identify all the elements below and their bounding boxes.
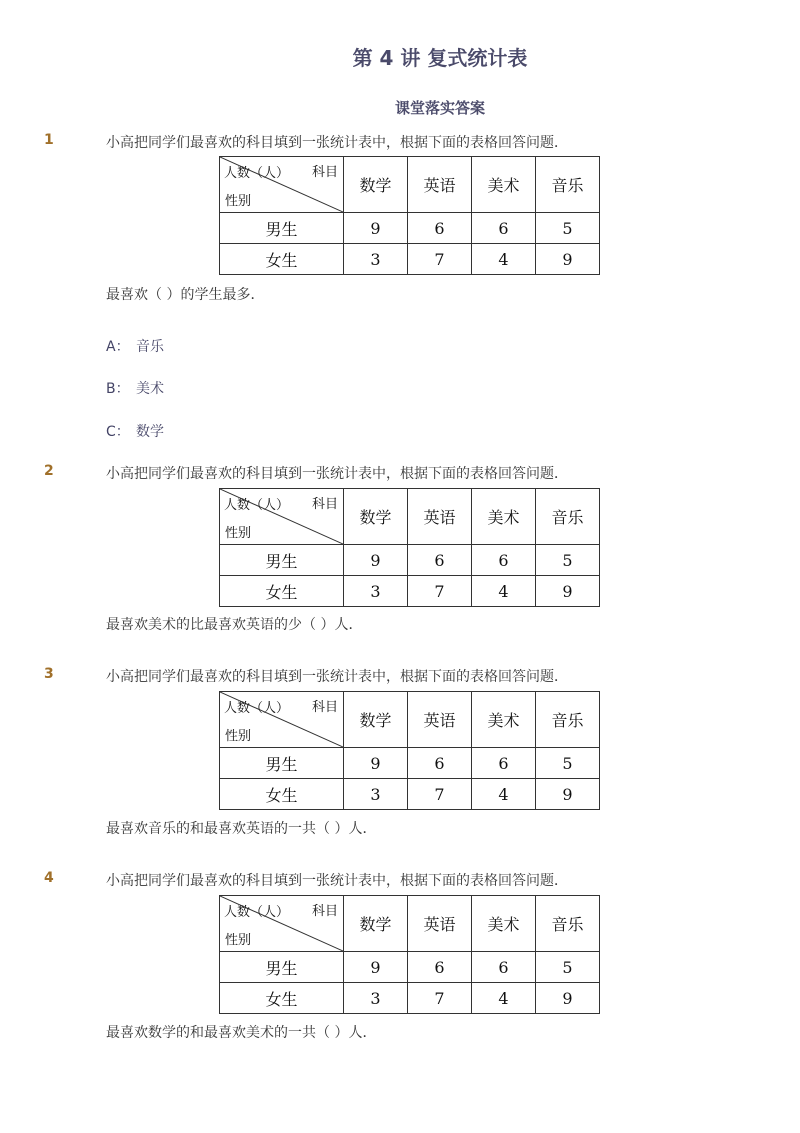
subject-header: 英语 bbox=[408, 489, 472, 545]
table-cell: 7 bbox=[408, 576, 472, 607]
row-label: 男生 bbox=[220, 545, 344, 576]
corner-label-gender: 性别 bbox=[225, 526, 252, 541]
table-cell: 6 bbox=[472, 748, 536, 779]
table-corner-cell bbox=[220, 489, 344, 545]
table-header-row bbox=[220, 896, 600, 952]
row-label: 男生 bbox=[220, 748, 344, 779]
table-row-girls bbox=[220, 983, 600, 1014]
table-cell: 5 bbox=[536, 545, 600, 576]
subject-header: 英语 bbox=[408, 896, 472, 952]
subject-header: 音乐 bbox=[536, 692, 600, 748]
table-cell: 3 bbox=[344, 244, 408, 275]
option-text: 音乐 bbox=[136, 339, 164, 355]
row-label: 男生 bbox=[220, 952, 344, 983]
corner-label-gender: 性别 bbox=[225, 933, 252, 948]
question-intro: 小高把同学们最喜欢的科目填到一张统计表中，根据下面的表格回答问题． bbox=[106, 669, 568, 685]
table-header-row bbox=[220, 157, 600, 213]
subject-header: 音乐 bbox=[536, 157, 600, 213]
row-label: 女生 bbox=[220, 779, 344, 810]
subject-header: 数学 bbox=[344, 896, 408, 952]
table-cell: 6 bbox=[408, 952, 472, 983]
table-row-girls bbox=[220, 779, 600, 810]
corner-label-subject: 科目 bbox=[311, 700, 338, 715]
row-label: 女生 bbox=[220, 983, 344, 1014]
table-cell: 6 bbox=[472, 952, 536, 983]
stat-table bbox=[219, 488, 600, 607]
subject-header: 美术 bbox=[472, 157, 536, 213]
row-label: 男生 bbox=[220, 213, 344, 244]
option-label: A： bbox=[106, 339, 130, 355]
subject-header: 美术 bbox=[472, 692, 536, 748]
subject-header: 音乐 bbox=[536, 896, 600, 952]
page-title: 第 4 讲 复式统计表 bbox=[352, 46, 528, 70]
table-row-boys bbox=[220, 748, 600, 779]
option-text: 美术 bbox=[136, 381, 164, 397]
question-intro: 小高把同学们最喜欢的科目填到一张统计表中，根据下面的表格回答问题． bbox=[106, 873, 568, 889]
corner-label-count: 人数（人） bbox=[224, 498, 290, 513]
question-prompt: 最喜欢数学的和最喜欢美术的一共（ ）人． bbox=[106, 1025, 377, 1041]
corner-label-subject: 科目 bbox=[311, 165, 338, 180]
table-cell: 9 bbox=[536, 983, 600, 1014]
corner-label-count: 人数（人） bbox=[224, 166, 290, 181]
table-cell: 5 bbox=[536, 213, 600, 244]
table-cell: 6 bbox=[472, 213, 536, 244]
question-prompt: 最喜欢（ ）的学生最多． bbox=[106, 287, 265, 303]
stat-table bbox=[219, 156, 600, 275]
table-cell: 6 bbox=[472, 545, 536, 576]
question-prompt: 最喜欢音乐的和最喜欢英语的一共（ ）人． bbox=[106, 821, 377, 837]
page-subtitle: 课堂落实答案 bbox=[394, 99, 485, 117]
table-cell: 3 bbox=[344, 576, 408, 607]
table-cell: 9 bbox=[536, 779, 600, 810]
table-cell: 9 bbox=[536, 244, 600, 275]
table-cell: 4 bbox=[472, 779, 536, 810]
table-row-girls bbox=[220, 576, 600, 607]
table-header-row bbox=[220, 692, 600, 748]
table-cell: 9 bbox=[344, 952, 408, 983]
table-corner-cell bbox=[220, 157, 344, 213]
table-cell: 6 bbox=[408, 748, 472, 779]
subject-header: 英语 bbox=[408, 692, 472, 748]
subject-header: 美术 bbox=[472, 896, 536, 952]
corner-label-gender: 性别 bbox=[225, 194, 252, 209]
table-cell: 9 bbox=[344, 748, 408, 779]
question-intro: 小高把同学们最喜欢的科目填到一张统计表中，根据下面的表格回答问题． bbox=[106, 466, 568, 482]
corner-label-gender: 性别 bbox=[225, 729, 252, 744]
table-cell: 7 bbox=[408, 244, 472, 275]
table-header-row bbox=[220, 489, 600, 545]
table-cell: 5 bbox=[536, 952, 600, 983]
table-cell: 9 bbox=[536, 576, 600, 607]
question-number: 3 bbox=[44, 666, 54, 682]
row-label: 女生 bbox=[220, 244, 344, 275]
question-number: 1 bbox=[44, 132, 54, 148]
option-c[interactable] bbox=[106, 421, 164, 441]
stat-table bbox=[219, 895, 600, 1014]
corner-label-count: 人数（人） bbox=[224, 701, 290, 716]
table-cell: 4 bbox=[472, 244, 536, 275]
option-label: B： bbox=[106, 381, 130, 397]
table-row-boys bbox=[220, 545, 600, 576]
table-corner-cell bbox=[220, 896, 344, 952]
question-intro: 小高把同学们最喜欢的科目填到一张统计表中，根据下面的表格回答问题． bbox=[106, 135, 568, 151]
subject-header: 数学 bbox=[344, 157, 408, 213]
corner-label-subject: 科目 bbox=[311, 497, 338, 512]
table-cell: 3 bbox=[344, 983, 408, 1014]
table-cell: 3 bbox=[344, 779, 408, 810]
table-row-boys bbox=[220, 952, 600, 983]
corner-label-subject: 科目 bbox=[311, 904, 338, 919]
question-number: 2 bbox=[44, 463, 54, 479]
corner-label-count: 人数（人） bbox=[224, 905, 290, 920]
question-prompt: 最喜欢美术的比最喜欢英语的少（ ）人． bbox=[106, 617, 363, 633]
option-a[interactable] bbox=[106, 336, 164, 356]
table-cell: 5 bbox=[536, 748, 600, 779]
subject-header: 英语 bbox=[408, 157, 472, 213]
subject-header: 音乐 bbox=[536, 489, 600, 545]
subject-header: 美术 bbox=[472, 489, 536, 545]
table-corner-cell bbox=[220, 692, 344, 748]
option-b[interactable] bbox=[106, 378, 164, 398]
table-cell: 4 bbox=[472, 983, 536, 1014]
table-cell: 9 bbox=[344, 545, 408, 576]
stat-table bbox=[219, 691, 600, 810]
table-row-girls bbox=[220, 244, 600, 275]
table-cell: 6 bbox=[408, 213, 472, 244]
table-row-boys bbox=[220, 213, 600, 244]
table-cell: 4 bbox=[472, 576, 536, 607]
table-cell: 9 bbox=[344, 213, 408, 244]
row-label: 女生 bbox=[220, 576, 344, 607]
table-cell: 7 bbox=[408, 983, 472, 1014]
option-label: C： bbox=[106, 424, 130, 440]
option-text: 数学 bbox=[136, 424, 164, 440]
table-cell: 6 bbox=[408, 545, 472, 576]
subject-header: 数学 bbox=[344, 692, 408, 748]
question-number: 4 bbox=[44, 870, 54, 886]
subject-header: 数学 bbox=[344, 489, 408, 545]
table-cell: 7 bbox=[408, 779, 472, 810]
